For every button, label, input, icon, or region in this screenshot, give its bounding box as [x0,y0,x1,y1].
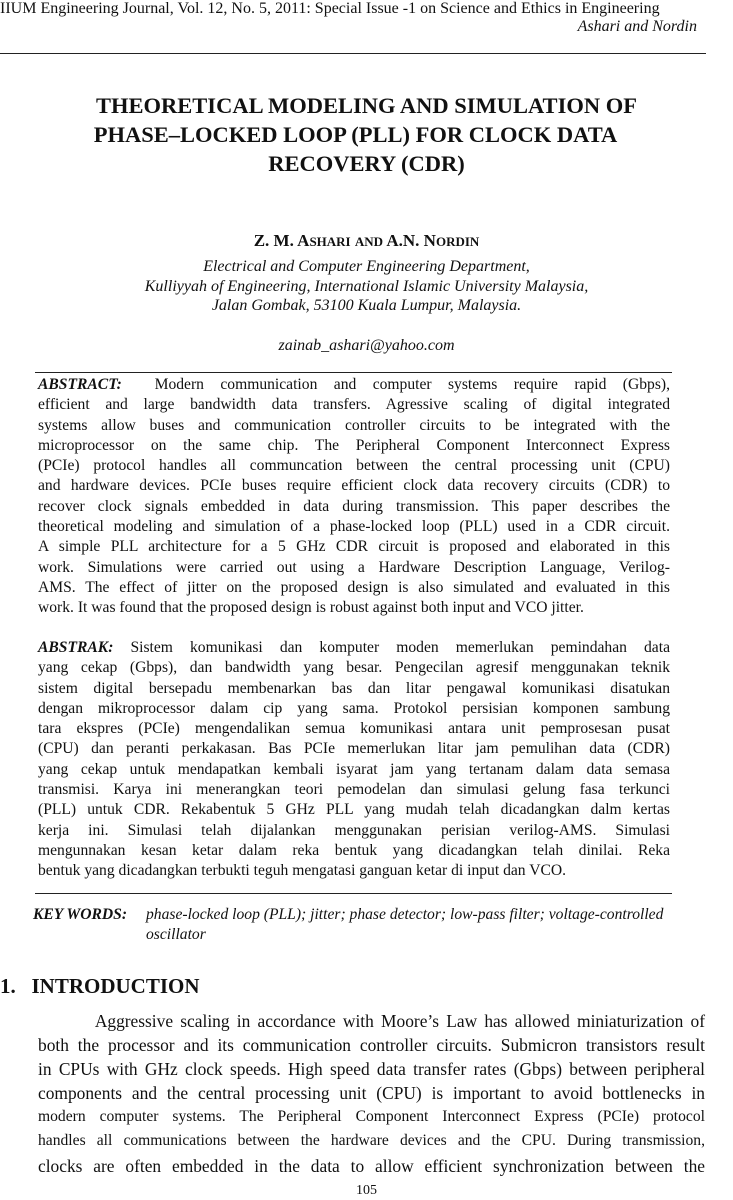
author-email[interactable]: zainab_ashari@yahoo.com [278,337,455,354]
text-line: yang cekap untuk mendapatkan kembali isyarat jam yang tertanam dalam data semasa [38,760,670,778]
affiliation [0,257,733,316]
text-line: transmisi. Karya ini menerangkan teori pemodelan dan simulasi gelung fasa terkunci [38,781,670,799]
page-number: 105 [356,1183,377,1198]
text-line: recover clock signals embedded in data during transmission. This paper describes the [38,497,670,515]
text-line: yang cekap (Gbps), dan bandwidth yang besar. Pengecilan agresif menggunakan teknik [38,659,670,677]
text-line: both the processor and its communication controller circuits. Submicron transistors result [38,1035,705,1056]
author-2-rest: ORDIN [435,234,480,249]
header-rule [0,53,706,54]
text-line: (PLL) untuk CDR. Rekabentuk 5 GHz PLL yang mudah telah dicadangkan dalm kertas [38,801,670,819]
affiliation-line: Electrical and Computer Engineering Department, [203,258,530,275]
text-line [38,638,670,658]
text-line: Aggressive scaling in accordance with Moore’s Law has allowed miniaturization of [38,1011,705,1031]
title-line: THEORETICAL MODELING AND SIMULATION OF [96,93,637,118]
text-line: theoretical modeling and simulation of a phase-locked loop (PLL) used in a CDR circuit. [38,518,670,536]
text-line: bentuk yang dicadangkan terbukti teguh mengatasi ganguan ketar di input dan VCO. [38,862,567,880]
author-2-initial: A.N. N [386,231,436,250]
title-line: PHASE–LOCKED LOOP (PLL) FOR CLOCK DATA [93,122,618,147]
author-1-initial: Z. M. A [253,231,310,250]
abstract-label: ABSTRAK: [38,639,114,656]
text-line: and hardware devices. PCIe buses require efficient clock data recovery circuits (CDR) to [38,477,670,495]
text-line: microprocessor on the same chip. The Peripheral Component Interconnect Express [38,436,670,454]
abstrak [38,638,670,882]
keywords-label: KEY WORDS: [33,906,128,923]
author-1-rest: SHARI [309,234,351,249]
journal-header: IIUM Engineering Journal, Vol. 12, No. 5, 2011: Special Issue -1 on Science and Ethics in Engineering [0,0,660,17]
text-line: systems allow buses and communication controller circuits to be integrated with the [38,416,670,434]
text-line: (PCIe) protocol handles all communcation between the central processing unit (CPU) [38,457,670,475]
abstract-top-rule [35,372,672,373]
text-line: components and the central processing unit (CPU) is important to avoid bottlenecks in [38,1083,705,1104]
text-line: sistem digital bersepadu membenarkan bas dan litar pengawal komunikasi disatukan [38,679,670,697]
text-span: Sistem komunikasi dan komputer moden memerlukan pemindahan data [113,639,670,656]
running-authors: Ashari and Nordin [577,18,697,35]
text-line: A simple PLL architecture for a 5 GHz CDR circuit is proposed and elaborated in this [38,538,670,556]
text-line: mengunnakan kesan ketar dalam reka bentuk yang dicadangkan telah dinilai. Reka [38,841,670,859]
text-line: dengan mikroprocessor dalam cip yang sama. Protokol persisian komponen sambung [38,699,670,717]
abstract-bottom-rule [35,893,672,894]
affiliation-line: Jalan Gombak, 53100 Kuala Lumpur, Malaysia. [211,297,522,314]
title-line: RECOVERY (CDR) [268,151,465,176]
text-line: efficient and large bandwidth data transfers. Agressive scaling of digital integrated [38,396,670,414]
text-line: kerja ini. Simulasi telah dijalankan menggunakan perisian verilog-AMS. Simulasi [38,821,670,839]
section-heading-introduction: 1. INTRODUCTION [0,974,200,998]
text-line: modern computer systems. The Peripheral Component Interconnect Express (PCIe) protocol [38,1108,705,1126]
text-line: tara ekspres (PCIe) mengendalikan semua komunikasi antara unit pemprosesan pusat [38,720,670,738]
affiliation-line: Kulliyyah of Engineering, International Islamic University Malaysia, [144,277,589,295]
text-line: (CPU) dan peranti perkakasan. Bas PCIe memerlukan litar jam pemulihan data (CDR) [38,740,670,758]
introduction-text [38,1009,705,1178]
text-line [38,375,670,395]
text-line: handles all communications between the hardware devices and the CPU. During transmission, [38,1132,705,1150]
authors-and: AND [354,234,384,249]
paper-title [0,91,733,178]
keywords-value: phase-locked loop (PLL); jitter; phase detector; low-pass filter; voltage-controlled oscillator [146,906,664,943]
abstract-label: ABSTRACT: [38,376,122,393]
abstract [38,375,670,619]
authors [0,231,733,251]
text-line: work. Simulations were carried out using a Hardware Description Language, Verilog- [38,558,670,576]
text-line: in CPUs with GHz clock speeds. High speed data transfer rates (Gbps) between peripheral [38,1059,705,1080]
text-line: work. It was found that the proposed design is robust against both input and VCO jitter. [38,599,584,617]
text-span: Modern communication and computer systems require rapid (Gbps), [121,376,670,393]
text-line: clocks are often embedded in the data to allow efficient synchronization between the [38,1155,705,1176]
text-line: AMS. The effect of jitter on the proposed design is also simulated and evaluated in this [38,578,670,596]
